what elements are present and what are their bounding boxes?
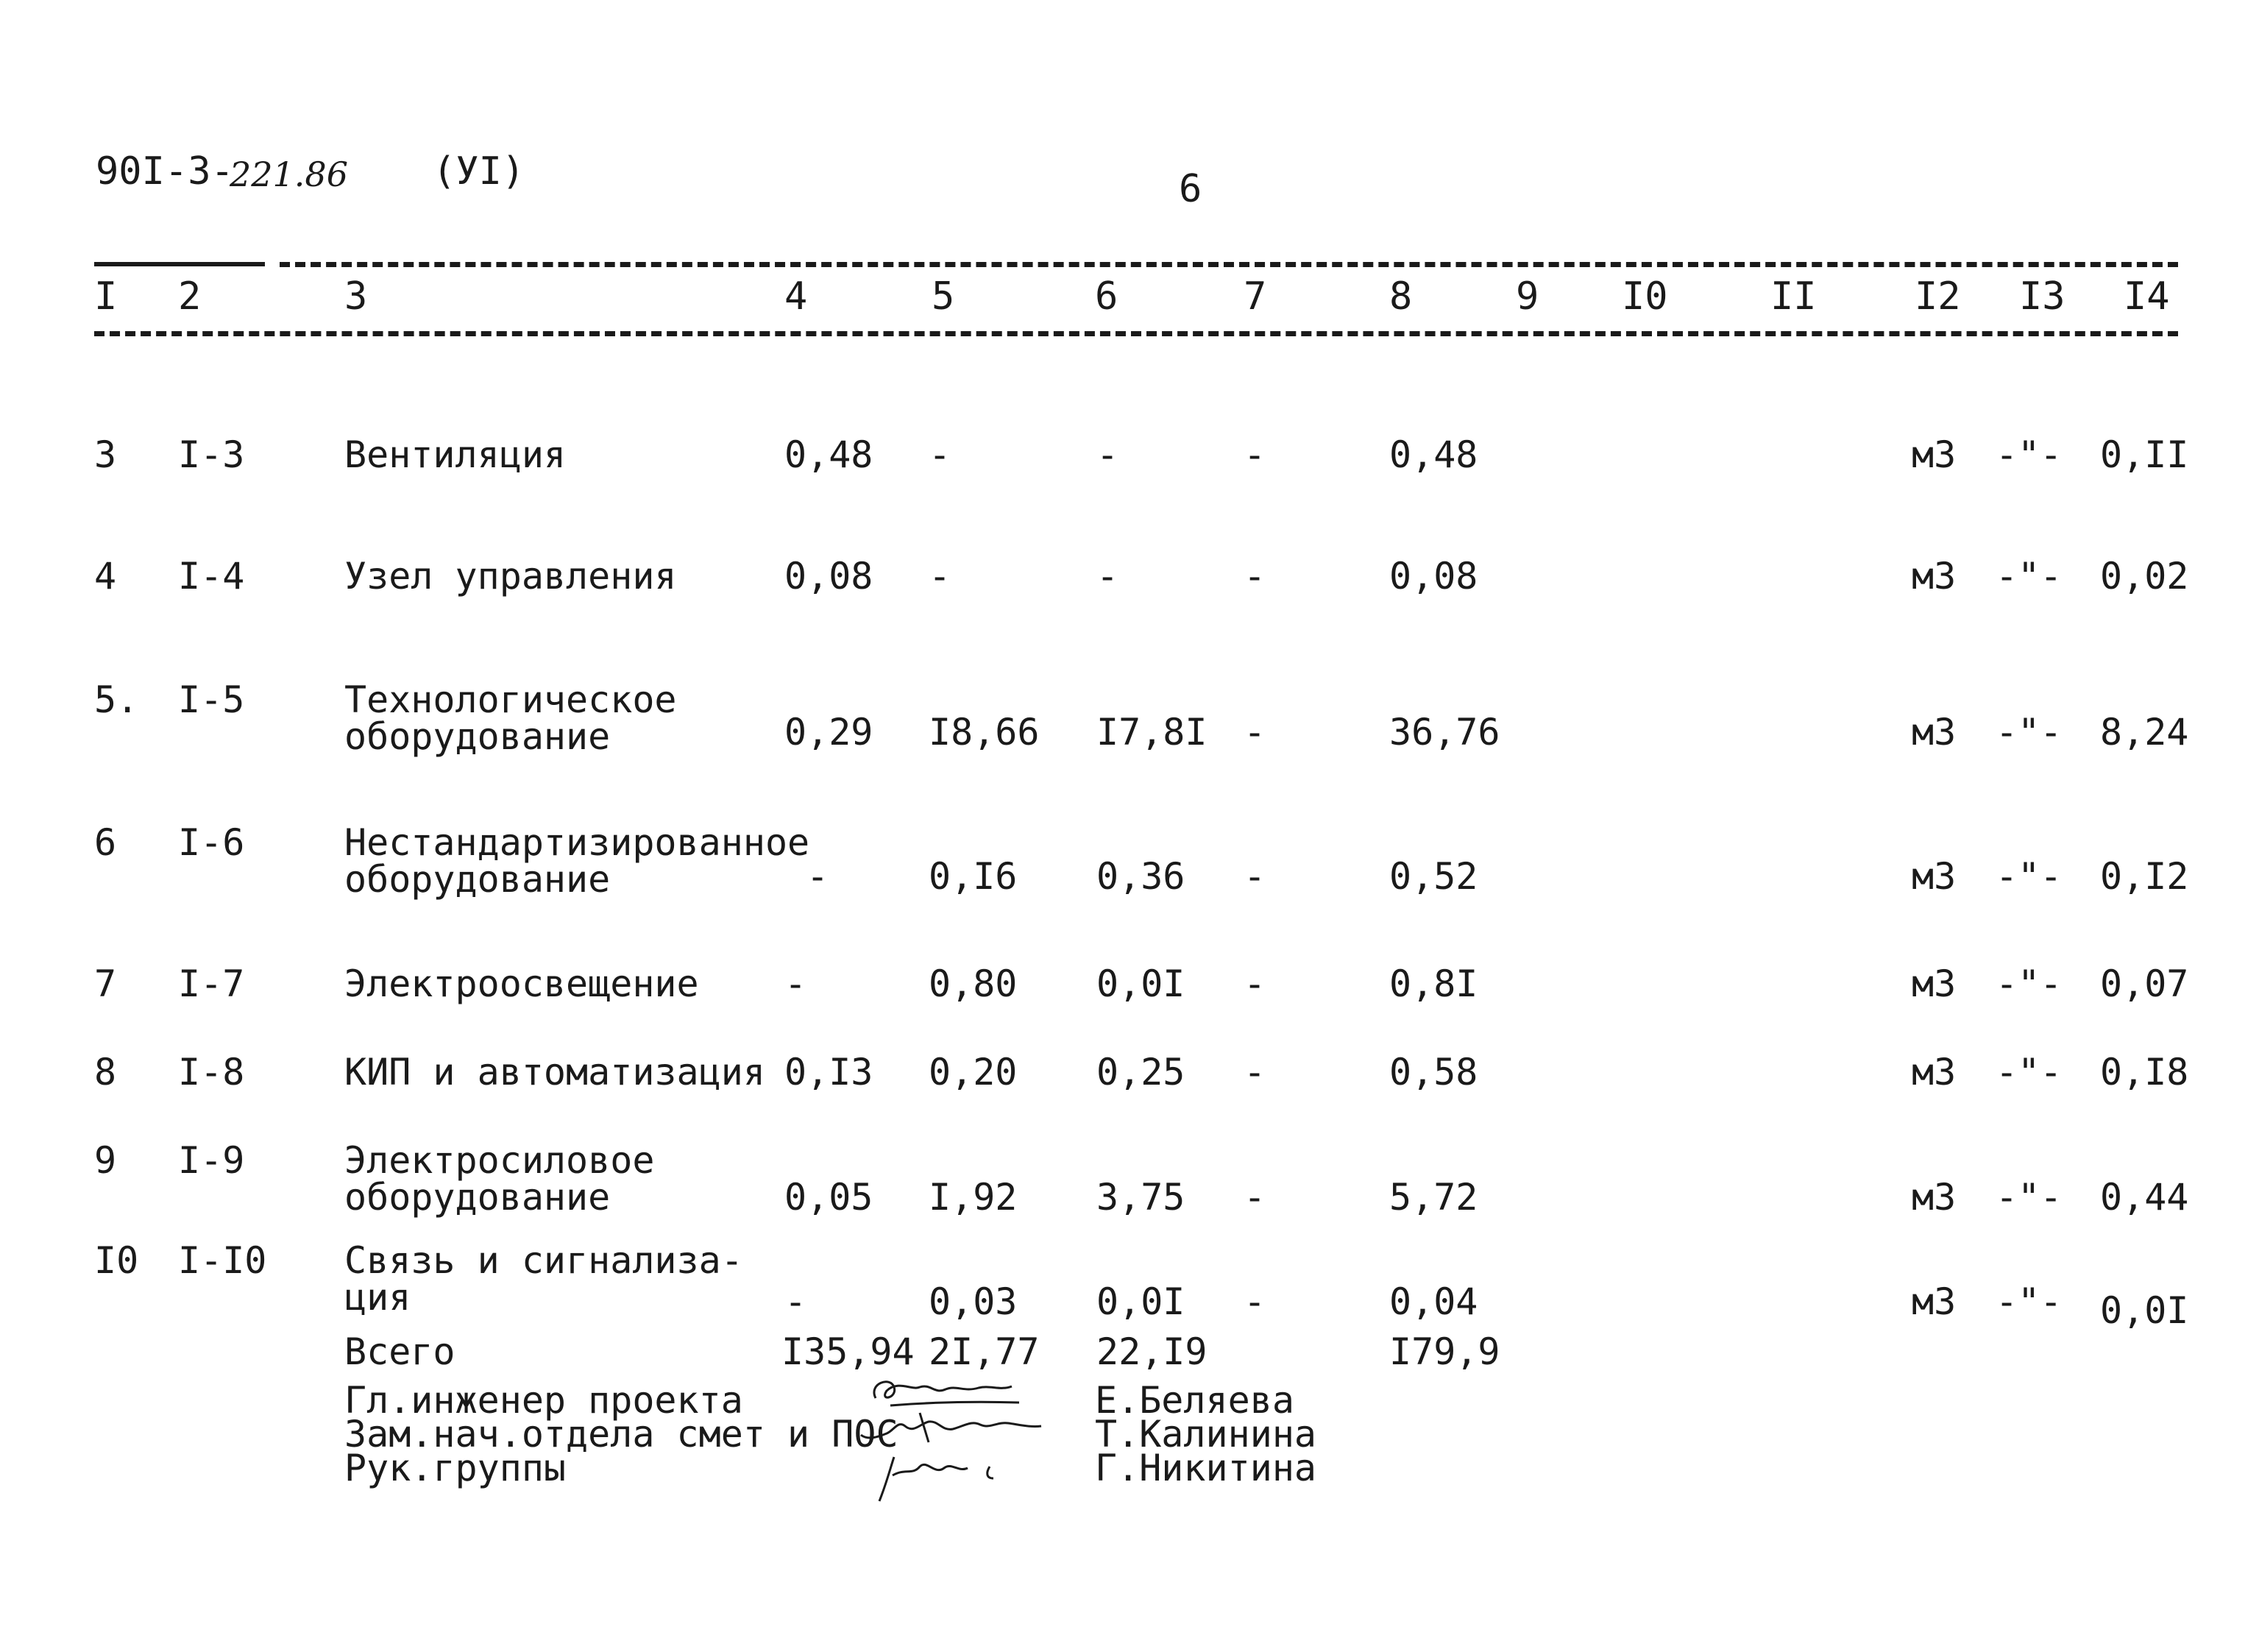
signature-role-chief-engineer: Гл.инженер проекта	[344, 1379, 743, 1422]
cell-col7: -	[1244, 433, 1266, 476]
cell-col6: 0,0I	[1096, 963, 1185, 1005]
cell-col14: 0,I2	[2100, 855, 2189, 898]
cell-ditto: -"-	[1996, 1280, 2063, 1323]
column-header-3: 3	[344, 274, 368, 319]
row-number: 9	[94, 1139, 117, 1182]
row-number: 4	[94, 555, 117, 598]
signature-name-deputy-head: Т.Калинина	[1095, 1413, 1317, 1456]
cell-col14: 8,24	[2100, 711, 2189, 754]
cell-col8: 0,48	[1389, 433, 1478, 476]
cell-unit: м3	[1912, 1176, 1957, 1219]
cell-col5: I8,66	[929, 711, 1040, 754]
cell-col5: -	[929, 433, 951, 476]
header-top-dashed-rule	[280, 262, 2178, 267]
cell-col5: I,92	[929, 1176, 1018, 1219]
signature-role-deputy-head: Зам.нач.отдела смет и ПОС	[344, 1413, 898, 1456]
cell-col5: 0,03	[929, 1280, 1018, 1323]
column-header-7: 7	[1244, 274, 1267, 319]
total-col6: 22,I9	[1096, 1330, 1207, 1373]
cell-col6: 3,75	[1096, 1176, 1185, 1219]
cell-col8: 0,58	[1389, 1051, 1478, 1093]
row-number: 7	[94, 963, 117, 1005]
cell-ditto: -"-	[1996, 711, 2063, 754]
row-code: I-4	[178, 555, 245, 598]
cell-col7: -	[1244, 1280, 1266, 1323]
cell-col5: 0,20	[929, 1051, 1018, 1093]
cell-unit: м3	[1912, 1280, 1957, 1323]
column-header-2: 2	[178, 274, 202, 319]
column-header-6: 6	[1095, 274, 1118, 319]
row-name: Нестандартизированное	[344, 821, 810, 864]
cell-col8: 5,72	[1389, 1176, 1478, 1219]
cell-col8: 0,52	[1389, 855, 1478, 898]
column-header-11: II	[1770, 274, 1817, 319]
row-number: 8	[94, 1051, 117, 1093]
cell-col4: 0,29	[784, 711, 873, 754]
row-name: Электроосвещение	[344, 963, 699, 1005]
cell-col4: 0,08	[784, 555, 873, 598]
page-number: 6	[1179, 167, 1202, 211]
row-name: Электросиловое	[344, 1139, 655, 1182]
signature-name-chief-engineer: Е.Беляева	[1095, 1379, 1294, 1422]
cell-col4: 0,05	[784, 1176, 873, 1219]
row-number: 6	[94, 821, 117, 864]
cell-ditto: -"-	[1996, 1176, 2063, 1219]
row-code: I-9	[178, 1139, 245, 1182]
signature-name-group-lead: Г.Никитина	[1095, 1447, 1317, 1489]
row-name: КИП и автоматизация	[344, 1051, 765, 1093]
cell-col8: 0,04	[1389, 1280, 1478, 1323]
row-name: Связь и сигнализа-	[344, 1239, 743, 1282]
cell-unit: м3	[1912, 855, 1957, 898]
cell-col14: 0,02	[2100, 555, 2189, 598]
cell-col6: 0,36	[1096, 855, 1185, 898]
cell-col6: 0,0I	[1096, 1280, 1185, 1323]
header-top-solid-rule	[94, 262, 265, 266]
row-number: I0	[94, 1239, 139, 1282]
cell-col14: 0,II	[2100, 433, 2189, 476]
cell-col8: 0,08	[1389, 555, 1478, 598]
cell-col7: -	[1244, 855, 1266, 898]
cell-col14: 0,44	[2100, 1176, 2189, 1219]
total-col8: I79,9	[1389, 1330, 1500, 1373]
row-number: 5.	[94, 678, 139, 721]
row-code: I-8	[178, 1051, 245, 1093]
row-code: I-5	[178, 678, 245, 721]
row-code: I-7	[178, 963, 245, 1005]
row-code: I-I0	[178, 1239, 267, 1282]
cell-col7: -	[1244, 1176, 1266, 1219]
cell-col4: 0,I3	[784, 1051, 873, 1093]
cell-col14: 0,07	[2100, 963, 2189, 1005]
column-header-5: 5	[932, 274, 955, 319]
row-name-line2: ция	[344, 1276, 411, 1319]
row-name: Технологическое	[344, 678, 677, 721]
cell-col5: 0,80	[929, 963, 1018, 1005]
cell-ditto: -"-	[1996, 555, 2063, 598]
cell-col6: 0,25	[1096, 1051, 1185, 1093]
row-code: I-6	[178, 821, 245, 864]
cell-col5: -	[929, 555, 951, 598]
cell-ditto: -"-	[1996, 1051, 2063, 1093]
cell-col7: -	[1244, 1051, 1266, 1093]
signature-role-group-lead: Рук.группы	[344, 1447, 567, 1489]
row-number: 3	[94, 433, 117, 476]
cell-col14: 0,0I	[2100, 1289, 2189, 1332]
cell-col6: -	[1096, 555, 1119, 598]
doc-code-handwritten: 221.86	[230, 155, 348, 194]
cell-col14: 0,I8	[2100, 1051, 2189, 1093]
row-name: Вентиляция	[344, 433, 567, 476]
cell-unit: м3	[1912, 1051, 1957, 1093]
cell-unit: м3	[1912, 963, 1957, 1005]
doc-code-prefix: 90I-3-	[96, 149, 234, 194]
column-header-9: 9	[1516, 274, 1539, 319]
cell-col7: -	[1244, 555, 1266, 598]
total-label: Всего	[344, 1330, 455, 1373]
cell-col4: -	[784, 1280, 807, 1323]
cell-unit: м3	[1912, 555, 1957, 598]
handwritten-signature-3	[865, 1446, 1026, 1512]
total-col5: 2I,77	[929, 1330, 1040, 1373]
row-name-line2: оборудование	[344, 858, 611, 901]
column-header-12: I2	[1915, 274, 1961, 319]
column-header-8: 8	[1389, 274, 1413, 319]
cell-ditto: -"-	[1996, 433, 2063, 476]
row-name-line2: оборудование	[344, 715, 611, 758]
cell-col8: 0,8I	[1389, 963, 1478, 1005]
row-name-line2: оборудование	[344, 1176, 611, 1219]
column-header-1: I	[94, 274, 118, 319]
cell-ditto: -"-	[1996, 963, 2063, 1005]
row-name: Узел управления	[344, 555, 677, 598]
cell-col4: -	[806, 855, 829, 898]
column-header-10: I0	[1622, 274, 1668, 319]
cell-col4: -	[784, 963, 807, 1005]
cell-unit: м3	[1912, 433, 1957, 476]
cell-col4: 0,48	[784, 433, 873, 476]
cell-col6: -	[1096, 433, 1119, 476]
column-header-4: 4	[784, 274, 808, 319]
cell-ditto: -"-	[1996, 855, 2063, 898]
doc-section: (УI)	[433, 149, 525, 194]
cell-col5: 0,I6	[929, 855, 1018, 898]
column-header-13: I3	[2019, 274, 2065, 319]
column-header-14: I4	[2124, 274, 2170, 319]
cell-col7: -	[1244, 711, 1266, 754]
header-bottom-dashed-rule	[94, 331, 2178, 336]
total-col4: I35,94	[781, 1330, 915, 1373]
cell-col7: -	[1244, 963, 1266, 1005]
row-code: I-3	[178, 433, 245, 476]
cell-unit: м3	[1912, 711, 1957, 754]
cell-col8: 36,76	[1389, 711, 1500, 754]
cell-col6: I7,8I	[1096, 711, 1207, 754]
